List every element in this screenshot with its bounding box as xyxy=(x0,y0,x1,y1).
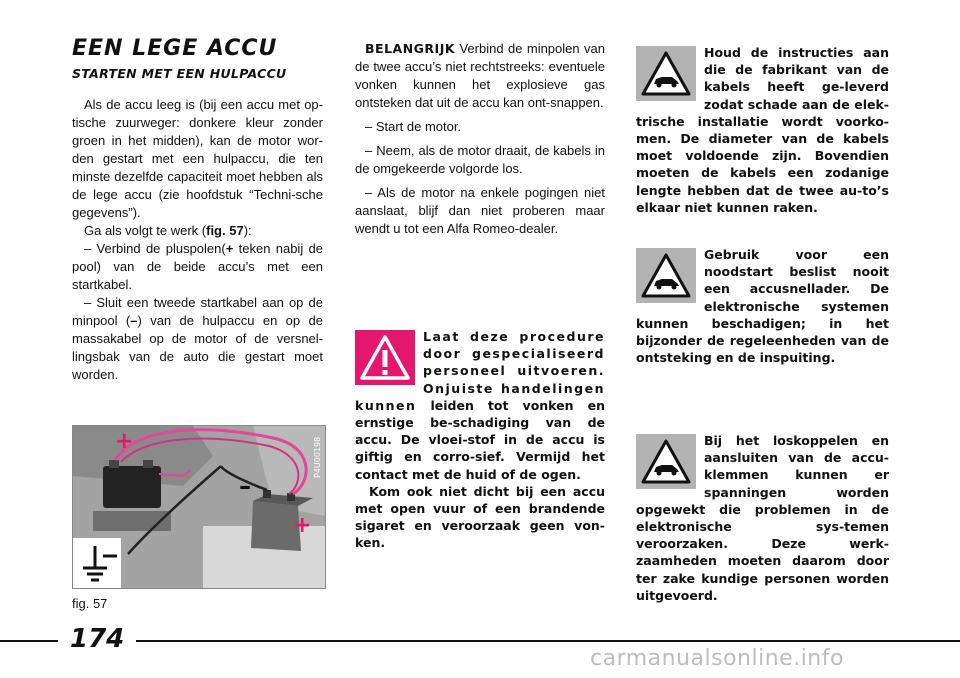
watermark: carmanualsonline.info xyxy=(590,646,844,671)
figure-57-image xyxy=(72,425,326,589)
danger-warning-box xyxy=(355,328,605,552)
section-subtitle: STARTEN MET EEN HULPACCU xyxy=(72,66,287,81)
footer-rule xyxy=(0,640,960,642)
figure-reference: fig. 57 xyxy=(206,223,244,238)
column-1-text xyxy=(72,96,323,384)
page-title: EEN LEGE ACCU xyxy=(72,36,278,61)
page-number: 174 xyxy=(58,624,136,654)
figure-code: P4U00198 xyxy=(313,436,322,478)
text: – Sluit een tweede startkabel aan op de minpool ( xyxy=(72,295,323,328)
warning-text: Kom ook niet dicht bij een accu met open vuur of een brandende sigaret en veroorzaak geen von-ken. xyxy=(355,483,605,551)
plus-marker-1: + xyxy=(115,429,134,454)
plus-symbol: + xyxy=(225,241,234,256)
plus-marker-2: + xyxy=(293,513,312,538)
car-caution-icon xyxy=(636,248,696,303)
caution-text: Gebruik voor een noodstart beslist nooit een accusnellader. De elektronische systemen kunnen beschadigen; in het bijzonder de regeleenheden van de ontsteking en de inspuiting. xyxy=(636,247,889,366)
caution-box-1 xyxy=(636,44,889,216)
paragraph xyxy=(72,240,323,294)
caution-text: Bij het loskoppelen en aansluiten van de accu-klemmen kunnen er spanningen worden opgewekt die problemen in de elektronische sys-temen veroorzaken. Deze werk-zaamheden moeten daarom door ter zake kundige personen worden uitgevoerd. xyxy=(636,433,889,603)
warning-text: leiden tot vonken en ernstige be-schadiging van de accu. De vloei-stof in de accu is giftig en corro-sief. Vermijd het contact met de huid of de ogen. xyxy=(355,397,605,482)
minus-symbol: – xyxy=(130,313,138,328)
paragraph xyxy=(72,222,323,240)
paragraph xyxy=(72,294,323,384)
text: teken nabij de pool) van de beide accu’s met een startkabel. xyxy=(72,241,323,292)
paragraph: – Start de motor. xyxy=(365,119,462,134)
text: ): xyxy=(243,223,252,238)
caution-text: Houd de instructies aan die de fabrikant van de kabels heeft ge-leverd zodat schade aan de elek-trische installatie wordt voorko-men. De diameter van de kabels moet voldoende zijn. Bovendien moeten de kabels een zodanige lengte hebben dat de twee au-to’s elkaar niet kunnen raken. xyxy=(636,45,889,215)
text: ) van de hulpaccu en op de massakabel op de motor of de versnel-lingsbak van de auto die gestart moet worden. xyxy=(72,313,323,382)
column-2-text xyxy=(355,40,605,244)
figure-caption: fig. 57 xyxy=(72,596,108,611)
important-label: BELANGRIJK xyxy=(365,41,456,56)
caution-box-2 xyxy=(636,246,889,366)
paragraph: Als de accu leeg is (bij een accu met op-tische zuurweger: donkere kleur zonder groen in het midden), kan de motor wor-den gestart met een hulpaccu, die ten minste dezelfde capaciteit moet hebben als de lege accu (zie hoofdstuk “Techni-sche gegevens”). xyxy=(72,97,323,220)
caution-box-3 xyxy=(636,432,889,604)
paragraph xyxy=(355,40,605,112)
text: – Verbind de pluspolen( xyxy=(84,241,226,256)
paragraph: – Neem, als de motor draait, de kabels in de omgekeerde volgorde los. xyxy=(355,143,605,176)
warning-lead-text: Laat deze procedure door gespecialiseerd personeel uitvoeren. Onjuiste handelingen kunnen xyxy=(355,329,605,413)
car-caution-icon xyxy=(636,46,696,101)
paragraph: – Als de motor na enkele pogingen niet aanslaat, blijf dan niet proberen maar wendt u tot een Alfa Romeo-dealer. xyxy=(355,185,605,236)
minus-marker: – xyxy=(239,472,251,500)
car-caution-icon xyxy=(636,434,696,489)
text: Ga als volgt te werk ( xyxy=(84,223,207,238)
jumper-cable-illustration xyxy=(73,426,325,588)
danger-warning-icon xyxy=(355,330,415,385)
text: Verbind de minpolen van de twee accu’s niet rechtstreeks: eventuele vonken kunnen het explosieve gas ontsteken dat uit de accu kan ont-snappen. xyxy=(355,41,605,110)
